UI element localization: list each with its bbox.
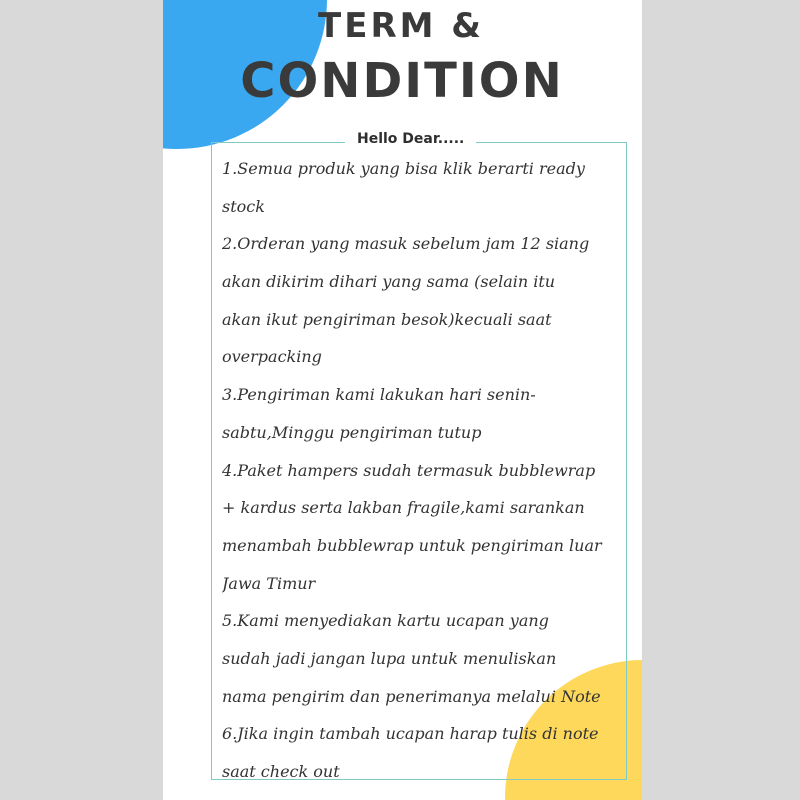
term-line: 4.Paket hampers sudah termasuk bubblewrap	[222, 460, 596, 480]
terms-list	[222, 150, 622, 791]
title-condition: CONDITION	[240, 53, 564, 109]
title-term: TERM &	[318, 6, 484, 46]
term-line: saat check out	[222, 762, 340, 781]
term-line: Jawa Timur	[222, 573, 316, 593]
term-line: 2.Orderan yang masuk sebelum jam 12 siang	[222, 234, 590, 254]
term-line: 1.Semua produk yang bisa klik berarti ready	[222, 159, 585, 178]
term-line: 5.Kami menyediakan kartu ucapan yang	[222, 611, 549, 631]
greeting-label: Hello Dear.....	[345, 129, 476, 149]
term-line: menambah bubblewrap untuk pengiriman luar	[222, 535, 602, 555]
term-line: nama pengirim dan penerimanya melalui Note	[222, 686, 601, 706]
term-line: 6.Jika ingin tambah ucapan harap tulis di note	[222, 724, 599, 744]
term-line: sudah jadi jangan lupa untuk menuliskan	[222, 648, 557, 668]
term-line: overpacking	[222, 347, 322, 367]
term-line: 3.Pengiriman kami lakukan hari senin-	[222, 385, 536, 405]
terms-card	[163, 0, 642, 800]
term-line: akan ikut pengiriman besok)kecuali saat	[222, 309, 552, 329]
term-line: akan dikirim dihari yang sama (selain itu	[222, 272, 556, 292]
term-line: + kardus serta lakban fragile,kami sarankan	[222, 498, 585, 518]
term-line: stock	[222, 196, 265, 216]
term-line: sabtu,Minggu pengiriman tutup	[222, 422, 482, 442]
